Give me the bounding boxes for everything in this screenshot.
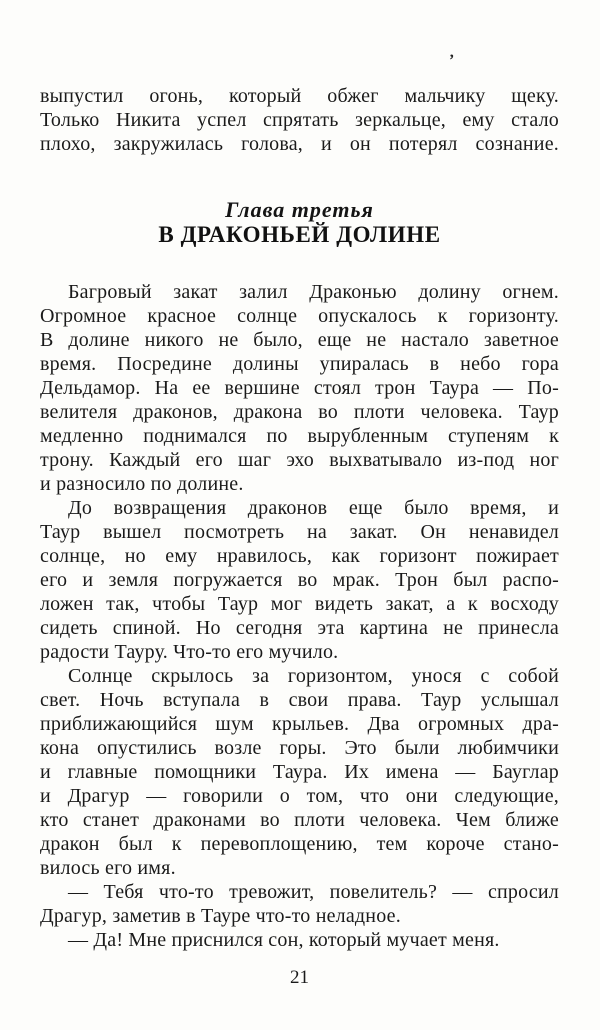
text-line: выпустил огонь, который обжег мальчику щеку. bbox=[40, 85, 559, 107]
text-line: вилось его имя. bbox=[40, 857, 176, 879]
text-line: Багровый закат залил Драконью долину огнем. bbox=[68, 281, 559, 303]
text-line: его и земля погружается во мрак. Трон был распо- bbox=[40, 569, 559, 591]
text-line: солнце, но ему нравилось, как горизонт пожирает bbox=[40, 545, 559, 567]
text-line: Солнце скрылось за горизонтом, унося с собой bbox=[68, 665, 559, 687]
text-line: трону. Каждый его шаг эхо выхватывало из-под ног bbox=[40, 449, 559, 471]
text-line: Дельдамор. На ее вершине стоял трон Таура — По- bbox=[40, 377, 559, 399]
text-line: свет. Ночь вступала в свои права. Таур услышал bbox=[40, 689, 559, 711]
scan-artifact-mark: ’ bbox=[449, 52, 455, 69]
text-line: приближающийся шум крыльев. Два огромных дра- bbox=[40, 713, 559, 735]
text-line: Огромное красное солнце опускалось к горизонту. bbox=[40, 305, 559, 327]
body-paragraphs bbox=[40, 280, 559, 952]
continuation-paragraph bbox=[40, 84, 559, 156]
text-line: плохо, закружилась голова, и он потерял сознание. bbox=[40, 133, 559, 155]
paragraph bbox=[40, 664, 559, 880]
text-line: радости Тауру. Что-то его мучило. bbox=[40, 641, 339, 663]
text-line: и разносило по долине. bbox=[40, 473, 244, 495]
text-line: Только Никита успел спрятать зеркальце, ему стало bbox=[40, 109, 559, 131]
paragraph bbox=[40, 928, 559, 952]
chapter-heading bbox=[40, 198, 559, 248]
chapter-kicker: Глава третья bbox=[225, 197, 374, 222]
text-line: Драгур, заметив в Тауре что-то неладное. bbox=[40, 905, 401, 927]
text-line: В долине никого не было, еще не настало заветное bbox=[40, 329, 559, 351]
paragraph bbox=[40, 496, 559, 664]
text-line: ложен так, чтобы Таур мог видеть закат, а к восходу bbox=[40, 593, 559, 615]
text-line: велителя драконов, дракона во плоти человека. Таур bbox=[40, 401, 559, 423]
chapter-title: В ДРАКОНЬЕЙ ДОЛИНЕ bbox=[158, 222, 441, 247]
text-line: кто станет драконами во плоти человека. Чем ближе bbox=[40, 809, 559, 831]
paragraph bbox=[40, 880, 559, 928]
text-line: медленно поднимался по вырубленным ступеням к bbox=[40, 425, 559, 447]
text-line: время. Посредине долины упиралась в небо гора bbox=[40, 353, 559, 375]
text-line: и главные помощники Таура. Их имена — Бауглар bbox=[40, 761, 559, 783]
text-line: — Да! Мне приснился сон, который мучает меня. bbox=[68, 929, 500, 951]
text-line: кона опустились возле горы. Это были любимчики bbox=[40, 737, 559, 759]
text-line: — Тебя что-то тревожит, повелитель? — спросил bbox=[68, 881, 559, 903]
text-column bbox=[40, 84, 559, 988]
text-line: сидеть спиной. Но сегодня эта картина не принесла bbox=[40, 617, 559, 639]
text-line: и Драгур — говорили о том, что они следующие, bbox=[40, 785, 559, 807]
text-line: Таур вышел посмотреть на закат. Он ненавидел bbox=[40, 521, 559, 543]
text-line: дракон был к перевоплощению, тем короче стано- bbox=[40, 833, 559, 855]
page-number: 21 bbox=[290, 967, 309, 988]
paragraph bbox=[40, 280, 559, 496]
text-line: До возвращения драконов еще было время, и bbox=[68, 497, 559, 519]
